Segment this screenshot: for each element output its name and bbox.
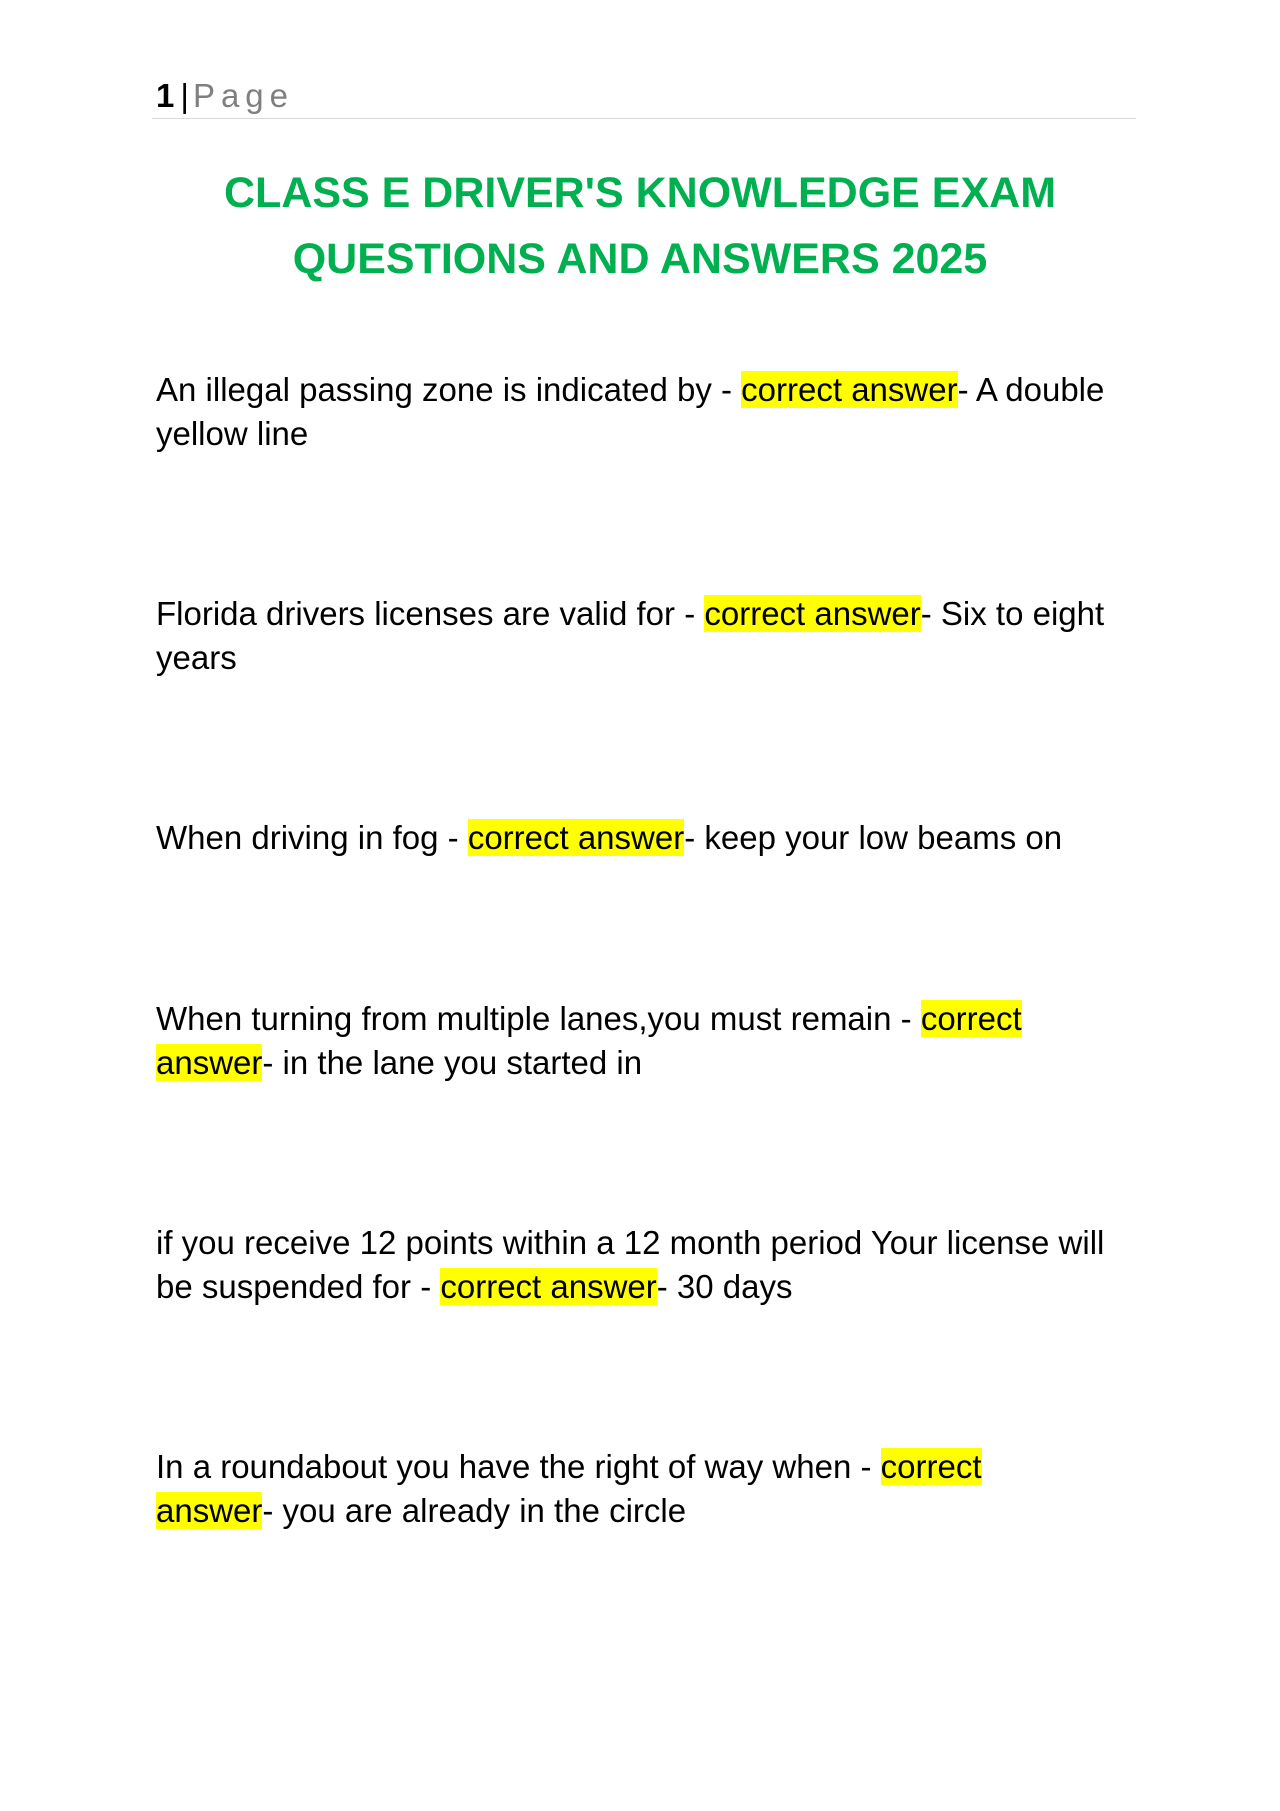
qa-item (156, 592, 1116, 680)
qa-item (156, 368, 1116, 456)
question-text: Florida drivers licenses are valid for - (156, 595, 705, 632)
question-text: When driving in fog - (156, 819, 468, 856)
document-title (140, 160, 1140, 292)
answer-text: - keep your low beams on (684, 819, 1063, 856)
page-label: Page (192, 77, 295, 114)
page-number: 1 (156, 77, 175, 114)
correct-answer-tag: correct answer (704, 595, 921, 632)
answer-text: - 30 days (656, 1268, 793, 1305)
question-text: When turning from multiple lanes,you must remain - (156, 1000, 921, 1037)
correct-answer-tag: correct (880, 1448, 982, 1485)
correct-answer-tag-continued: answer (156, 1044, 263, 1081)
qa-item (156, 997, 1116, 1085)
question-text: In a roundabout you have the right of way when - (156, 1448, 881, 1485)
correct-answer-tag: correct answer (741, 371, 958, 408)
qa-item (156, 1445, 1116, 1533)
correct-answer-tag: correct answer (467, 819, 685, 856)
correct-answer-tag: correct (920, 1000, 1022, 1037)
question-text: An illegal passing zone is indicated by - (156, 371, 742, 408)
title-line-2: QUESTIONS AND ANSWERS 2025 (292, 235, 988, 283)
answer-text: - you are already in the circle (262, 1492, 687, 1529)
correct-answer-tag: correct answer (440, 1268, 657, 1305)
answer-text: - Six to eight years (156, 595, 1105, 676)
title-line-1: CLASS E DRIVER'S KNOWLEDGE EXAM (223, 169, 1057, 217)
answer-text: - in the lane you started in (262, 1044, 643, 1081)
qa-item (156, 816, 1116, 860)
answer-text: - A double yellow line (156, 371, 1105, 452)
header-separator: | (180, 77, 189, 114)
qa-item (156, 1221, 1116, 1309)
question-text: if you receive 12 points within a 12 month period Your license will be suspended for - (156, 1224, 1105, 1305)
correct-answer-tag-continued: answer (156, 1492, 263, 1529)
header-divider (152, 118, 1136, 119)
page-header (156, 76, 1136, 116)
